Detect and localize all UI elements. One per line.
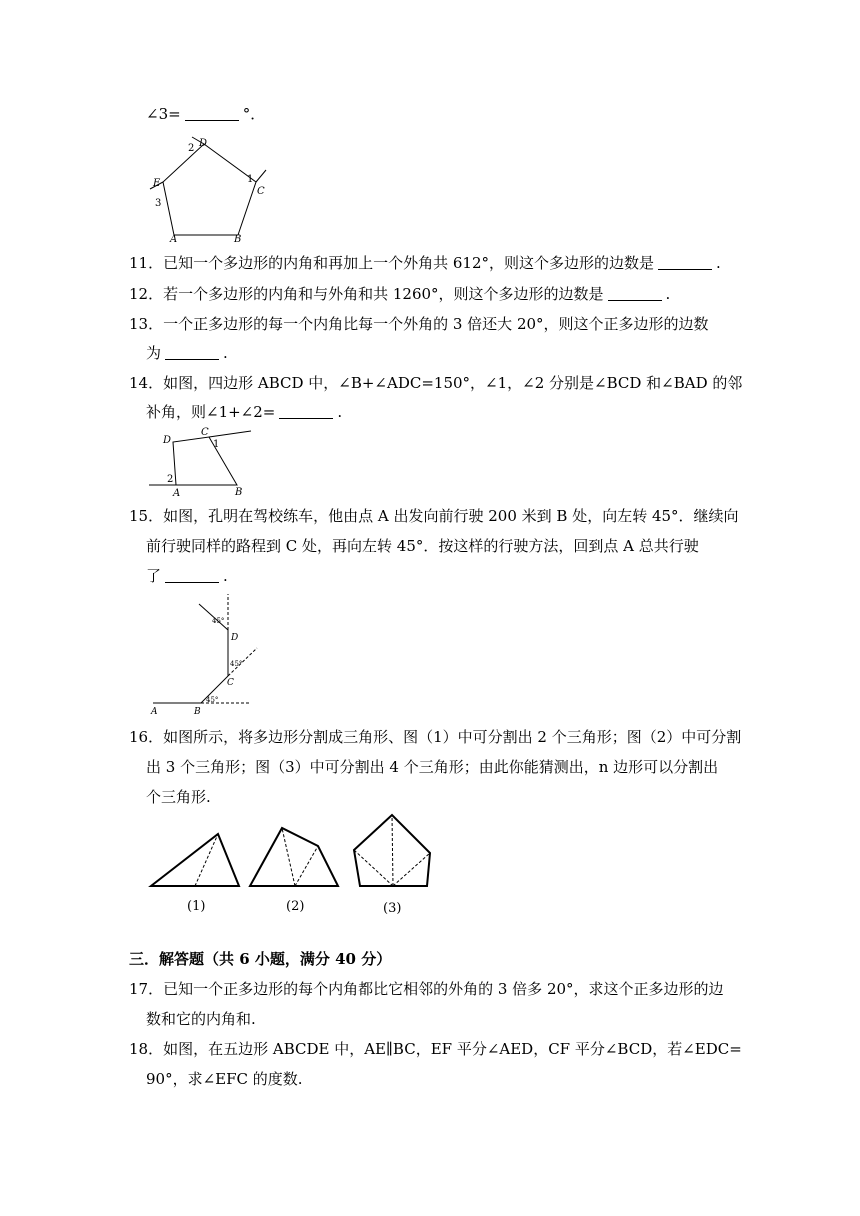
- question-11: [129, 252, 721, 274]
- q18-number: 18．: [129, 1040, 164, 1058]
- q11-text: 已知一个多边形的内角和再加上一个外角共 612°，则这个多边形的边数是: [163, 254, 654, 272]
- question-13-line2: [146, 342, 228, 364]
- q16-text2: 出 3 个三角形；图（3）中可分割出 4 个三角形；由此你能猜测出，n 边形可以分割出: [146, 758, 719, 776]
- caption-2: (2): [286, 899, 305, 914]
- q15-text2: 前行驶同样的路程到 C 处，再向左转 45°．按这样的行驶方法，回到点 A 总共行驶: [146, 537, 699, 555]
- q15-text: 如图，孔明在驾校练车，他由点 A 出发向前行驶 200 米到 B 处，向左转 45°．继续向: [163, 507, 739, 525]
- q10-prefix: ∠3=: [146, 105, 181, 123]
- q12-end: .: [665, 285, 671, 303]
- q18-text: 如图，在五边形 ABCDE 中，AE∥BC，EF 平分∠AED，CF 平分∠BCD，若∠EDC=: [163, 1040, 742, 1058]
- q11-end: .: [716, 254, 721, 272]
- question-16-line3: [146, 786, 211, 808]
- pentagon-angle-3: 3: [155, 198, 162, 209]
- path-label-D: D: [231, 633, 239, 643]
- quad-label-A: A: [173, 488, 181, 498]
- quad-label-C: C: [201, 427, 209, 438]
- q11-number: 11．: [129, 254, 164, 272]
- q14-text2: 补角，则∠1+∠2=: [146, 403, 276, 421]
- q14-text: 如图，四边形 ABCD 中，∠B+∠ADC=150°，∠1，∠2 分别是∠BCD 和∠BAD 的邻: [163, 374, 743, 392]
- q13-text: 一个正多边形的每一个内角比每一个外角的 3 倍还大 20°，则这个正多边形的边数: [163, 315, 709, 333]
- q10-answer-line: [146, 103, 265, 125]
- quad-angle-1: 1: [213, 439, 220, 450]
- q16-text: 如图所示，将多边形分割成三角形、图（1）中可分割出 2 个三角形；图（2）中可分割: [163, 728, 742, 746]
- q16-text3: 个三角形.: [146, 788, 211, 806]
- question-14-line2: [146, 401, 342, 423]
- shape-2-outline: [250, 828, 338, 886]
- q15-number: 15．: [129, 507, 164, 525]
- question-17-line1: [129, 978, 724, 1000]
- q12-blank[interactable]: [608, 285, 662, 301]
- figure-driving-path: [145, 590, 265, 718]
- pentagon-angle-1: 1: [247, 174, 254, 185]
- q10-blank[interactable]: [185, 105, 239, 121]
- q13-end: .: [223, 344, 228, 362]
- path-label-C: C: [227, 678, 234, 688]
- q17-text: 已知一个正多边形的每个内角都比它相邻的外角的 3 倍多 20°，求这个正多边形的边: [163, 980, 724, 998]
- question-15-line1: [129, 505, 739, 527]
- section-3-title: 三．解答题（共 6 小题，满分 40 分）: [129, 950, 392, 968]
- question-12: [129, 283, 670, 305]
- q15-end: .: [223, 567, 228, 585]
- q14-number: 14．: [129, 374, 164, 392]
- q11-blank[interactable]: [658, 254, 712, 270]
- quad-angle-2: 2: [167, 474, 174, 485]
- question-18-line2: [146, 1068, 303, 1090]
- quad-label-B: B: [235, 487, 243, 498]
- figure-pentagon: [140, 136, 275, 244]
- q12-number: 12．: [129, 285, 164, 303]
- q15-text3: 了: [146, 567, 162, 585]
- figure-quadrilateral: [145, 424, 255, 498]
- path-angle-B: 45°: [206, 696, 219, 704]
- question-13-line1: [129, 313, 709, 335]
- q18-text2: 90°，求∠EFC 的度数.: [146, 1070, 303, 1088]
- pentagon-label-E: E: [153, 178, 161, 189]
- question-15-line2: [146, 535, 699, 557]
- path-angle-C: 45°: [230, 660, 243, 668]
- question-14-line1: [129, 372, 742, 394]
- question-18-line1: [129, 1038, 742, 1060]
- q14-blank[interactable]: [279, 403, 333, 419]
- q17-text2: 数和它的内角和.: [146, 1010, 256, 1028]
- shape-1-outline: [151, 834, 239, 886]
- q13-blank[interactable]: [165, 344, 219, 360]
- pentagon-label-D: D: [199, 138, 208, 149]
- path-label-A: A: [151, 707, 158, 717]
- question-16-line2: [146, 756, 718, 778]
- pentagon-label-C: C: [257, 186, 265, 197]
- caption-3: (3): [383, 901, 402, 916]
- q13-number: 13．: [129, 315, 164, 333]
- q14-end: .: [337, 403, 343, 421]
- question-16-line1: [129, 726, 741, 748]
- q17-number: 17．: [129, 980, 164, 998]
- question-15-line3: [146, 565, 228, 587]
- figure-polygon-triangulation: [145, 810, 445, 922]
- pentagon-label-B: B: [234, 234, 242, 244]
- quad-label-D: D: [163, 435, 172, 446]
- q16-number: 16．: [129, 728, 164, 746]
- pentagon-angle-2: 2: [188, 143, 195, 154]
- question-17-line2: [146, 1008, 256, 1030]
- path-angle-D: 45°: [212, 617, 225, 625]
- path-label-B: B: [194, 707, 201, 717]
- pentagon-label-A: A: [170, 234, 178, 244]
- q10-suffix: °．: [242, 105, 266, 123]
- caption-1: (1): [187, 899, 206, 914]
- q15-blank[interactable]: [165, 567, 219, 583]
- q12-text: 若一个多边形的内角和与外角和共 1260°，则这个多边形的边数是: [163, 285, 604, 303]
- q13-text2: 为: [146, 344, 162, 362]
